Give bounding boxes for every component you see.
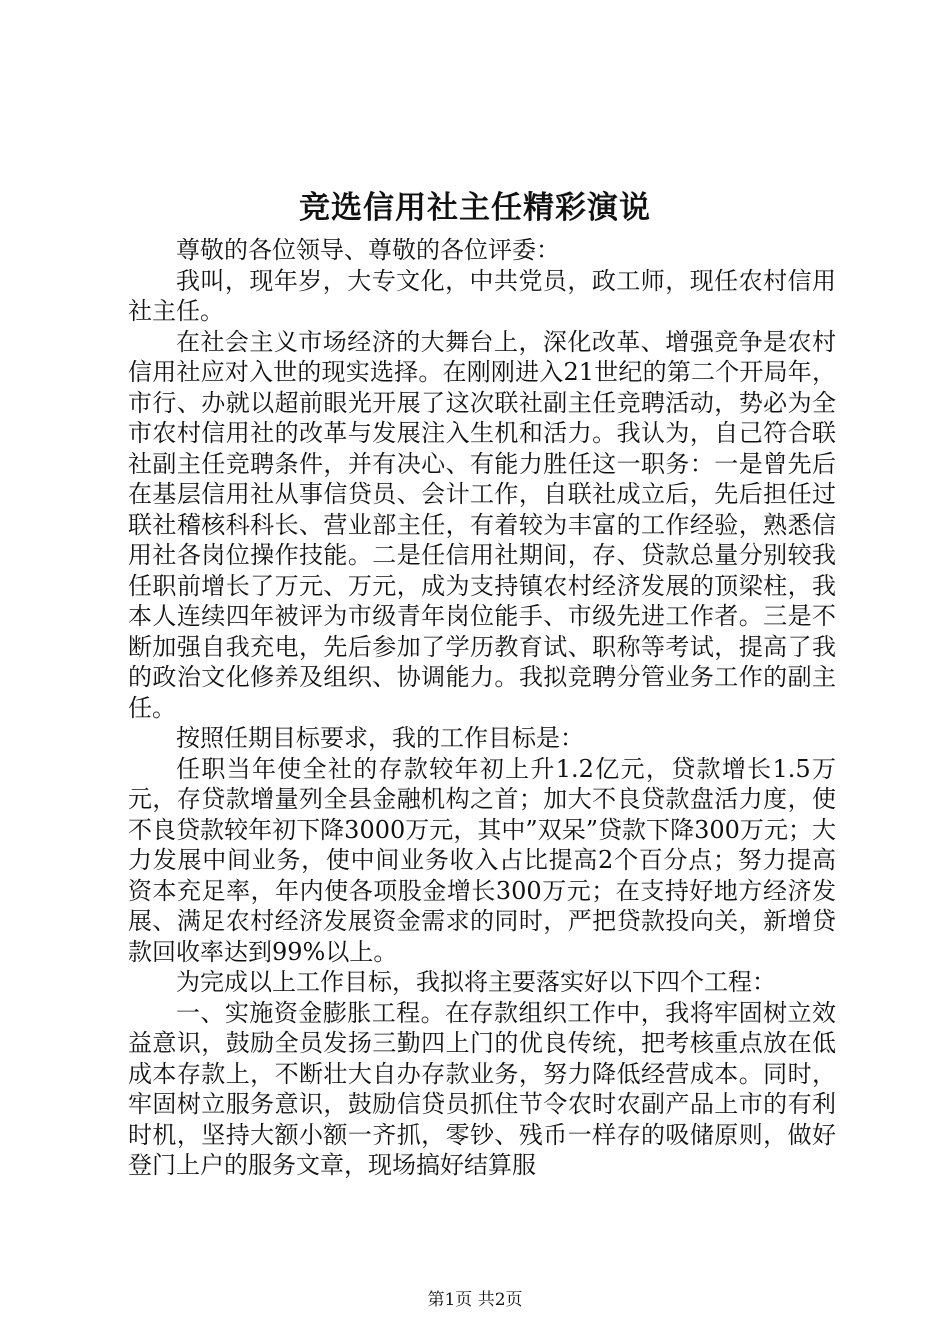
paragraph-goals: 任职当年使全社的存款较年初上升1.2亿元，贷款增长1.5万元，存贷款增量列全县金融机构之首；加大不良贷款盘活力度，使不良贷款较年初下降3000万元，其中”双呆”贷款下降300万元；大力发展中间业务，使中间业务收入占比提高2个百分点；努力提高资本充足率，年内使各项股金增长300万元；在支持好地方经济发展、满足农村经济发展资金需求的同时，严把贷款投向关，新增贷款回收率达到99%以上。 [128, 754, 836, 966]
paragraph-project-one: 一、实施资金膨胀工程。在存款组织工作中，我将牢固树立效益意识，鼓励全员发扬三勤四上门的优良传统，把考核重点放在低成本存款上，不断壮大自办存款业务，努力降低经营成本。同时，牢固树立服务意识，鼓励信贷员抓住节令农时农副产品上市的有利时机，坚持大额小额一齐抓，零钞、残币一样存的吸储原则，做好登门上户的服务文章，现场搞好结算服 [128, 998, 836, 1179]
page-footer: 第1页 共2页 [427, 1290, 523, 1310]
paragraph-salutation: 尊敬的各位领导、尊敬的各位评委： [176, 236, 560, 264]
paragraph-qualifications: 在社会主义市场经济的大舞台上，深化改革、增强竞争是农村信用社应对入世的现实选择。在刚刚进入21世纪的第二个开局年，市行、办就以超前眼光开展了这次联社副主任竞聘活动，势必为全市农村信用社的改革与发展注入生机和活力。我认为，自己符合联社副主任竞聘条件，并有决心、有能力胜任这一职务：一是曾先后在基层信用社从事信贷员、会计工作，自联社成立后，先后担任过联社稽核科科长、营业部主任，有着较为丰富的工作经验，熟悉信用社各岗位操作技能。二是任信用社期间，存、贷款总量分别较我任职前增长了万元、万元，成为支持镇农村经济发展的顶梁柱，我本人连续四年被评为市级青年岗位能手、市级先进工作者。三是不断加强自我充电，先后参加了学历教育试、职称等考试，提高了我的政治文化修养及组织、协调能力。我拟竞聘分管业务工作的副主任。 [128, 327, 836, 722]
document-body [128, 235, 836, 1181]
paragraph-goals-intro: 按照任期目标要求，我的工作目标是： [176, 724, 584, 752]
paragraph-self-introduction: 我叫，现年岁，大专文化，中共党员，政工师，现任农村信用社主任。 [128, 266, 836, 325]
document-title: 竞选信用社主任精彩演说 [299, 190, 651, 226]
paragraph-projects-intro: 为完成以上工作目标，我拟将主要落实好以下四个工程： [176, 968, 776, 996]
